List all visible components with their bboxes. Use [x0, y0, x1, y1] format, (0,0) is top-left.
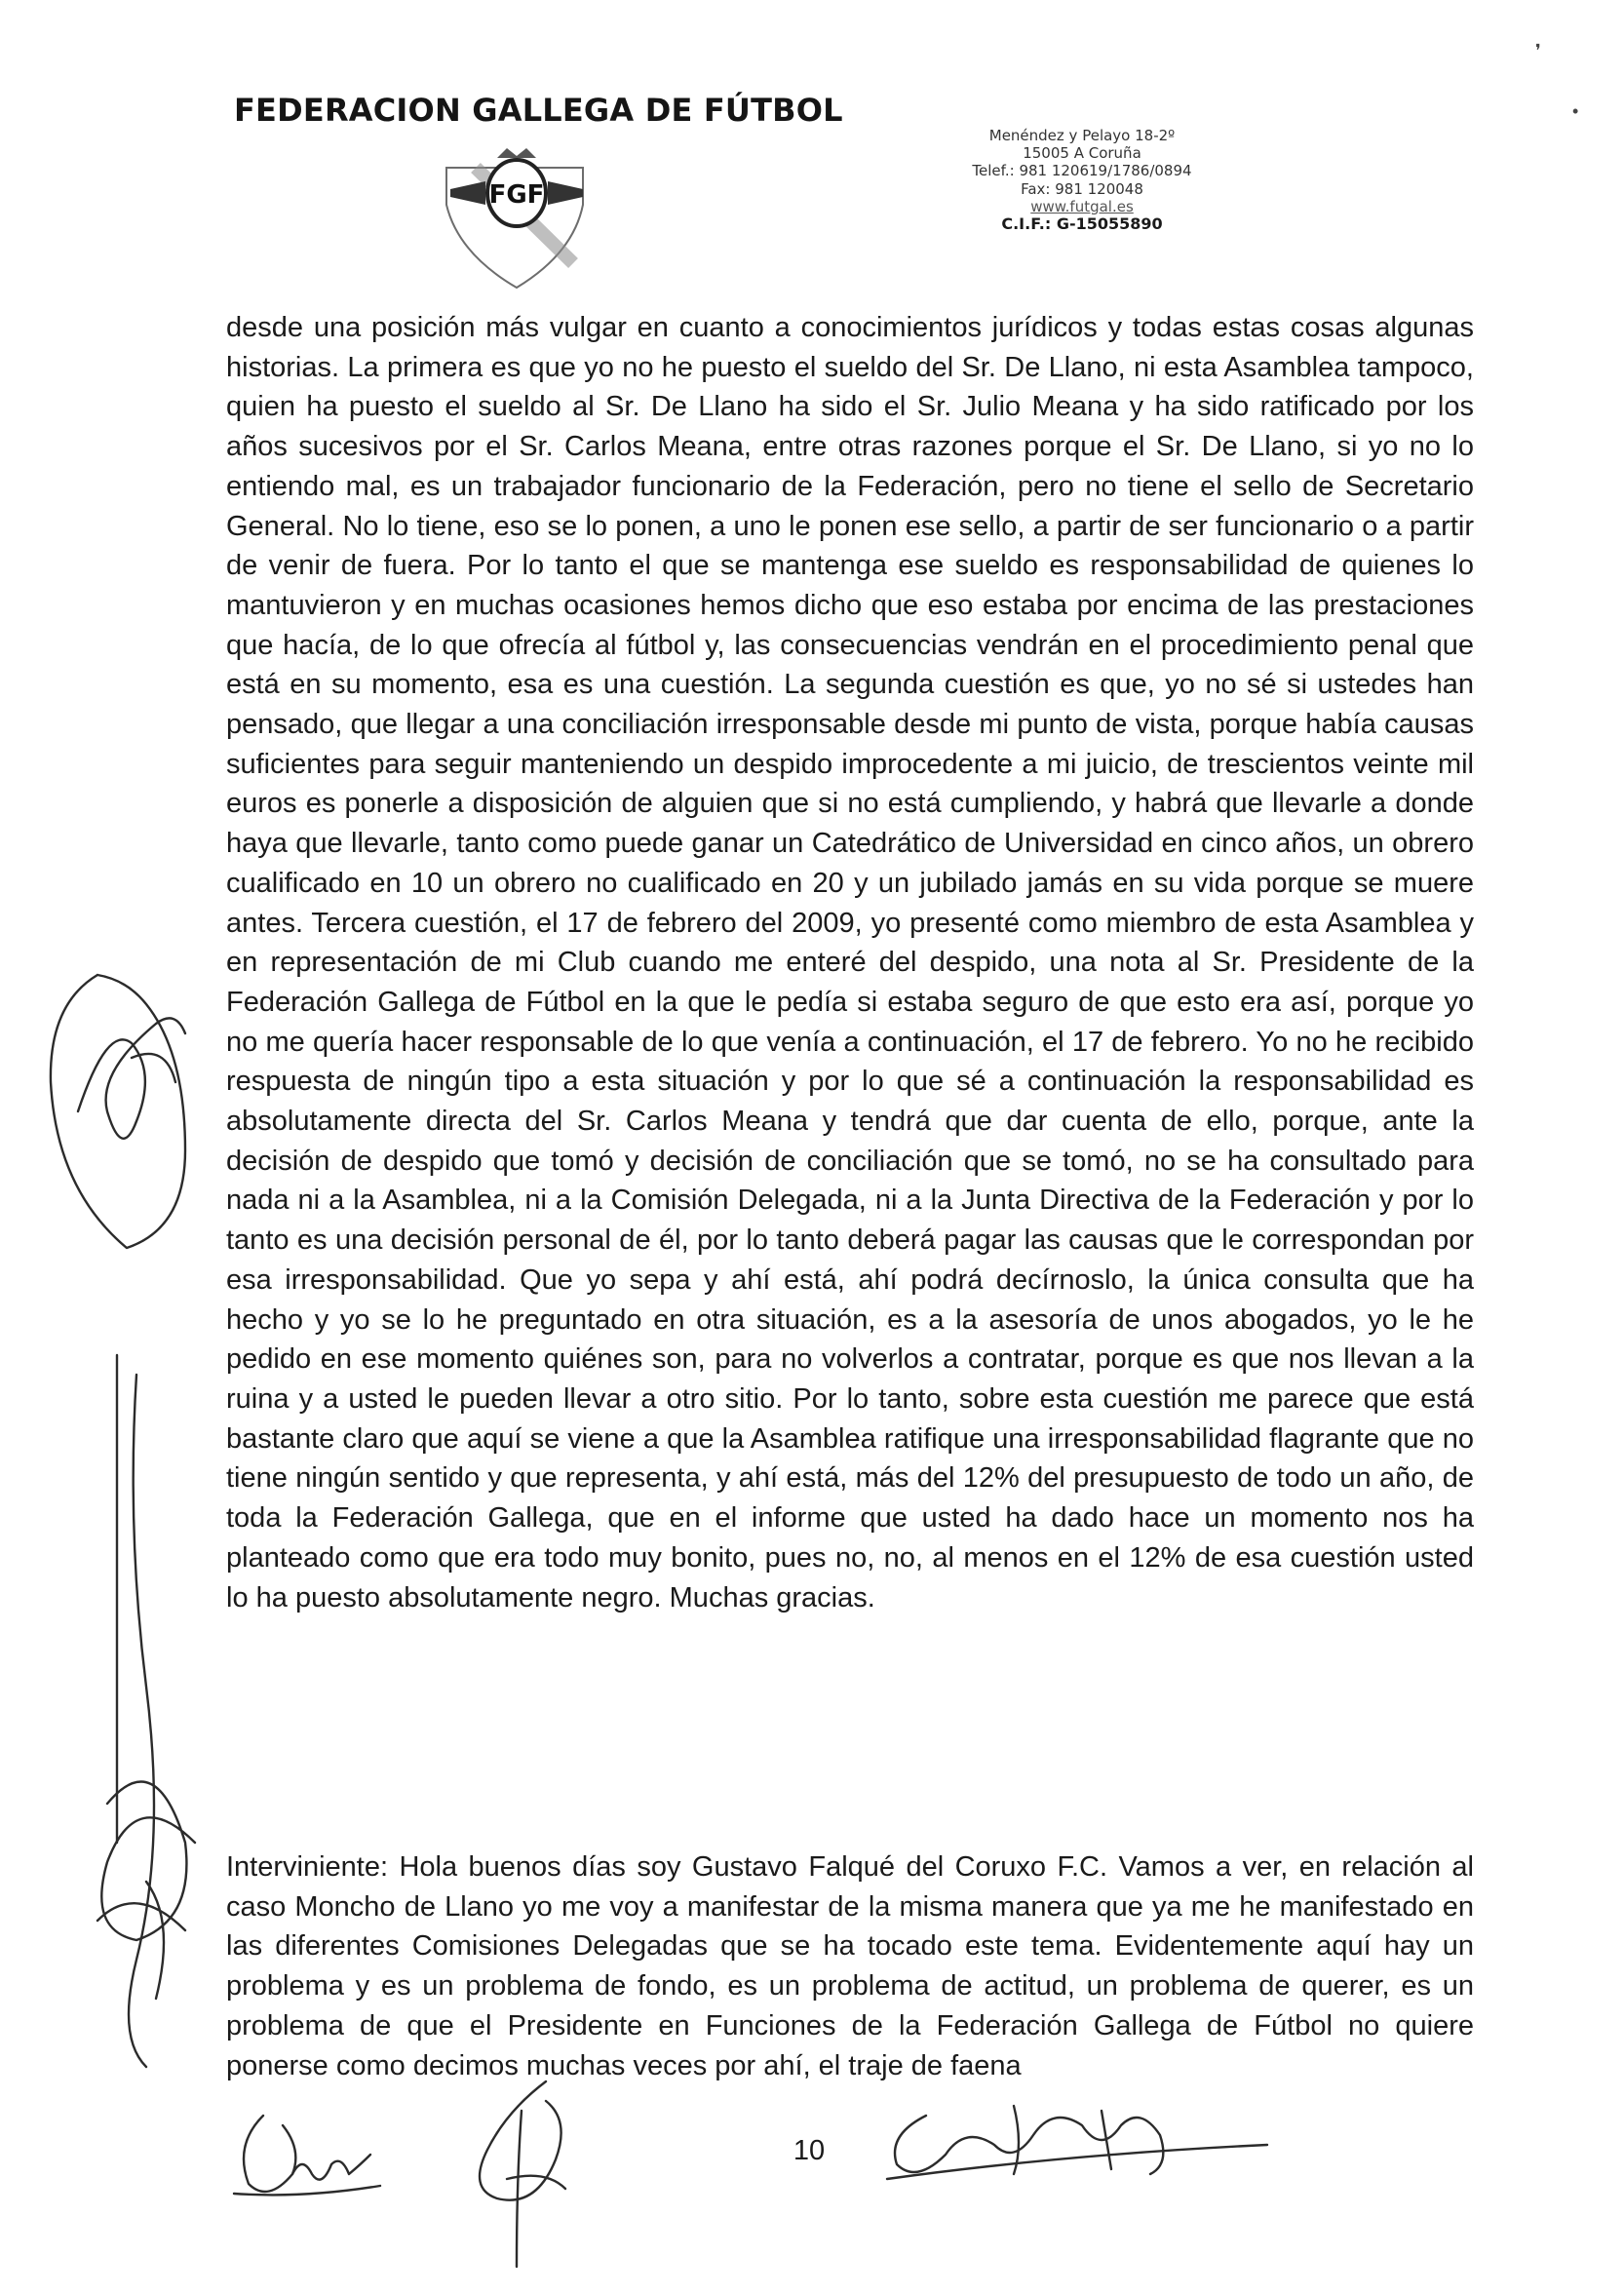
page-number: 10 [793, 2135, 826, 2166]
crest-right-wing [548, 181, 583, 205]
address-telephone: Telef.: 981 120619/1786/0894 [972, 162, 1192, 180]
address-fax: Fax: 981 120048 [1021, 179, 1143, 198]
tax-id: C.I.F.: G-15055890 [1001, 214, 1163, 234]
footer-signature-middle [448, 2072, 595, 2276]
transcript-paragraph-continued: desde una posición más vulgar en cuanto a conocimientos jurídicos y todas estas cosas algunas historias. La primera es que yo no he puesto el sueldo del Sr. De Llano, ni esta Asamblea tampoco, quien ha puesto el sueldo al Sr. De Llano ha sido el Sr. Julio Meana y ha sido ratificado por los años sucesivos por el Sr. Carlos Meana, entre otras razones porque el Sr. De Llano, si yo no lo entiendo mal, es un trabajador funcionario de la Federación, pero no tiene el sello de Secretario General. No lo tiene, eso se lo ponen, a uno le ponen ese sello, a partir de ser funcionario o a partir de venir de fuera. Por lo tanto el que se mantenga ese sueldo es responsabilidad de quienes lo mantuvieron y en muchas ocasiones hemos dicho que eso estaba por encima de las prestaciones que hacía, de lo que ofrecía al fútbol y, las consecuencias vendrán en el procedimiento penal que está en su momento, esa es una cuestión. La segunda cuestión es que, yo no sé si ustedes han pensado, que llegar a una conciliación irresponsable desde mi punto de vista, porque había causas suficientes para seguir manteniendo un despido improcedente a mi juicio, de trescientos veinte mil euros es ponerle a disposición de alguien que si no está cumpliendo, y habrá que llevarle a donde haya que llevarle, tanto como puede ganar un Catedrático de Universidad en cinco años, un obrero cualificado en 10 un obrero no cualificado en 20 y un jubilado jamás en su vida porque se muere antes. Tercera cuestión, el 17 de febrero del 2009, yo presenté como miembro de esta Asamblea y en representación de mi Club cuando me enteré del despido, una nota al Sr. Presidente de la Federación Gallega de Fútbol en la que le pedía si estaba seguro de que esto era así, porque yo no me quería hacer responsable de lo que venía a continuación, el 17 de febrero. Yo no he recibido respuesta de ningún tipo a esta situación y por lo que sé a continuación la responsabilidad es absolutamente directa del Sr. Carlos Meana y tendrá que dar cuenta de ello, porque, ante la decisión de despido que tomó y decisión de conciliación que se tomó, no se ha consultado para nada ni a la Asamblea, ni a la Comisión Delegada, ni a la Junta Directiva de la Federación y por lo tanto es una decisión personal de él, por lo tanto deberá pagar las causas que le correspondan por esa irresponsabilidad. Que yo sepa y ahí está, ahí podrá decírnoslo, la única consulta que ha hecho y yo se lo he preguntado en otra situación, es a la asesoría de unos abogados, yo le he pedido en ese momento quiénes son, para no volverlos a contratar, porque es que nos llevan a la ruina y a usted le pueden llevar a otro sitio. Por lo tanto, sobre esta cuestión me parece que está bastante claro que aquí se viene a que la Asamblea ratifique una irresponsabilidad flagrante que no tiene ningún sentido y que representa, y ahí está, más del 12% del presupuesto de todo un año, de toda la Federación Gallega, que en el informe que usted ha dado hace un momento nos ha planteado como que era todo muy bonito, pues no, no, al menos en el 12% de esa cuestión usted lo ha puesto absolutamente negro. Muchas gracias. [226, 312, 1474, 1614]
margin-signature-oval [39, 965, 205, 1258]
address-street: Menéndez y Pelayo 18-2º [988, 127, 1176, 144]
crest-initials: FGF [488, 180, 545, 210]
crest-left-wing [450, 181, 485, 205]
scan-mark-right: • [1572, 101, 1579, 121]
federation-crest-logo [427, 146, 602, 292]
crest-crown [497, 148, 536, 158]
organization-name: FEDERACION GALLEGA DE FÚTBOL [234, 92, 843, 129]
scan-mark-top: ❜ [1535, 41, 1541, 60]
footer-signature-right [868, 2086, 1277, 2194]
address-postal-city: 15005 A Coruña [1023, 144, 1141, 163]
federation-address-block [907, 127, 1257, 233]
website-link[interactable]: www.futgal.es [1030, 197, 1134, 215]
footer-signature-left [224, 2096, 390, 2203]
margin-signature-long [78, 1336, 205, 2077]
transcript-paragraph-intervention: Interviniente: Hola buenos días soy Gustavo Falqué del Coruxo F.C. Vamos a ver, en relación al caso Moncho de Llano yo me voy a manifestar de la misma manera que ya me he manifestado en las diferentes Comisiones Delegadas que se ha tocado este tema. Evidentemente aquí hay un problema y es un problema de fondo, es un problema de actitud, un problema de querer, es un problema de que el Presidente en Funciones de la Federación Gallega de Fútbol no quiere ponerse como decimos muchas veces por ahí, el traje de faena [226, 1851, 1474, 2081]
